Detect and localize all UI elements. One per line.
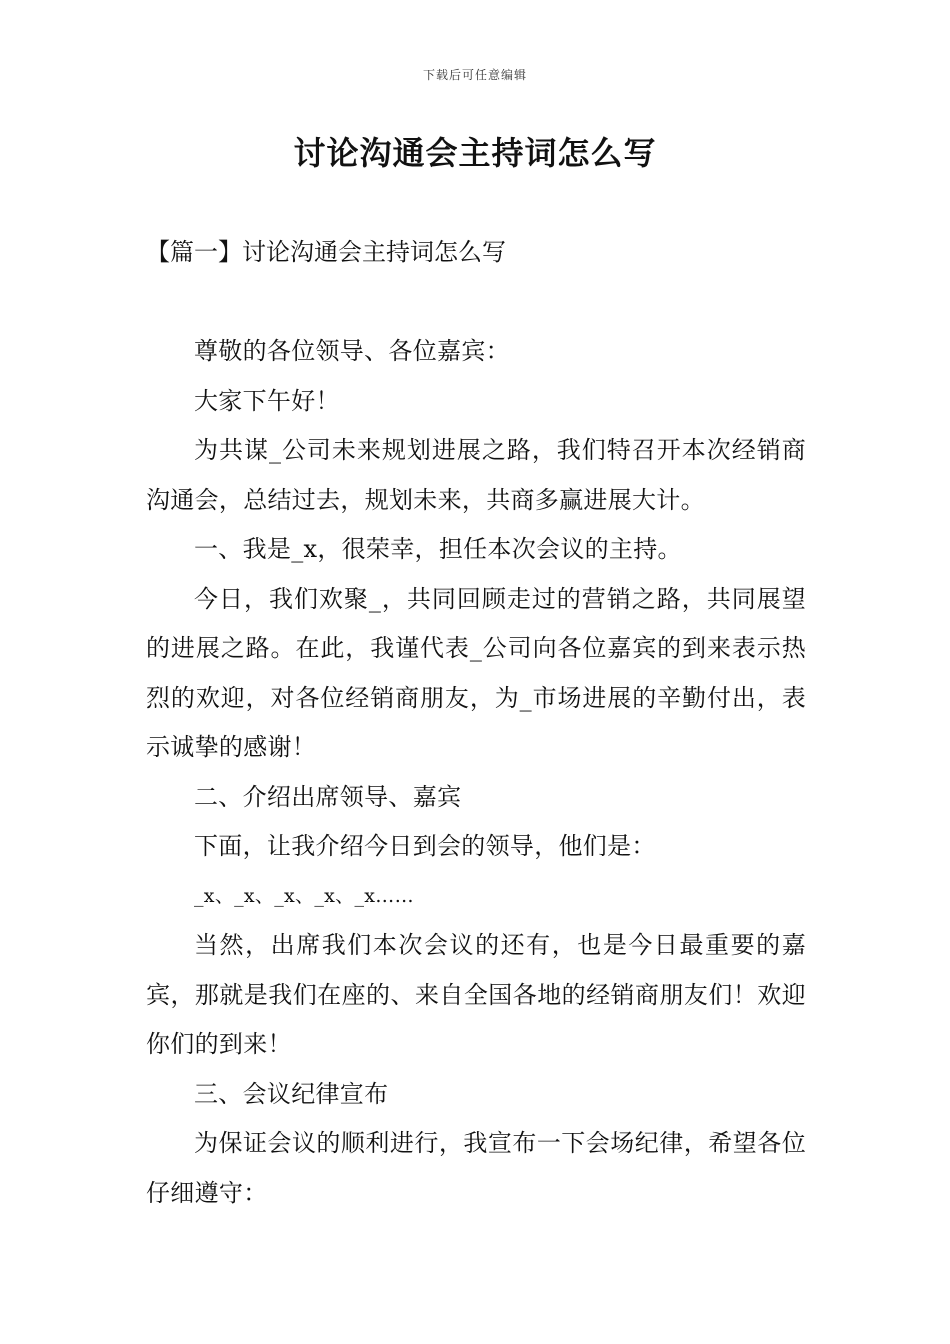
paragraph-salutation: 尊敬的各位领导、各位嘉宾：	[194, 337, 510, 365]
section-heading: 【篇一】讨论沟通会主持词怎么写	[146, 238, 506, 266]
paragraph-leaders-list: _x、_x、_x、_x、_x……	[194, 884, 414, 907]
paragraph-leaders-intro: 下面，让我介绍今日到会的领导，他们是：	[194, 832, 656, 860]
paragraph-guests: 当然，出席我们本次会议的还有，也是今日最重要的嘉宾，那就是我们在座的、来自全国各地的经销商朋友们！欢迎你们的到来！	[146, 931, 806, 1058]
header-note: 下载后可任意编辑	[422, 68, 527, 82]
paragraph-host-intro: 一、我是_x，很荣幸，担任本次会议的主持。	[194, 535, 682, 563]
paragraph-discipline: 为保证会议的顺利进行，我宣布一下会场纪律，希望各位仔细遵守：	[146, 1129, 806, 1207]
document-title: 讨论沟通会主持词怎么写	[293, 134, 657, 172]
document-body	[146, 327, 806, 1218]
paragraph-purpose: 为共谋_公司未来规划进展之路，我们特召开本次经销商沟通会，总结过去，规划未来，共商多赢进展大计。	[146, 436, 806, 514]
paragraph-greeting: 大家下午好！	[194, 386, 340, 415]
paragraph-welcome: 今日，我们欢聚_，共同回顾走过的营销之路，共同展望的进展之路。在此，我谨代表_公司向各位嘉宾的到来表示热烈的欢迎，对各位经销商朋友，为_市场进展的辛勤付出，表示诚挚的感谢！	[146, 584, 806, 761]
paragraph-section-two: 二、介绍出席领导、嘉宾	[194, 782, 462, 811]
paragraph-section-three: 三、会议纪律宣布	[194, 1079, 389, 1108]
